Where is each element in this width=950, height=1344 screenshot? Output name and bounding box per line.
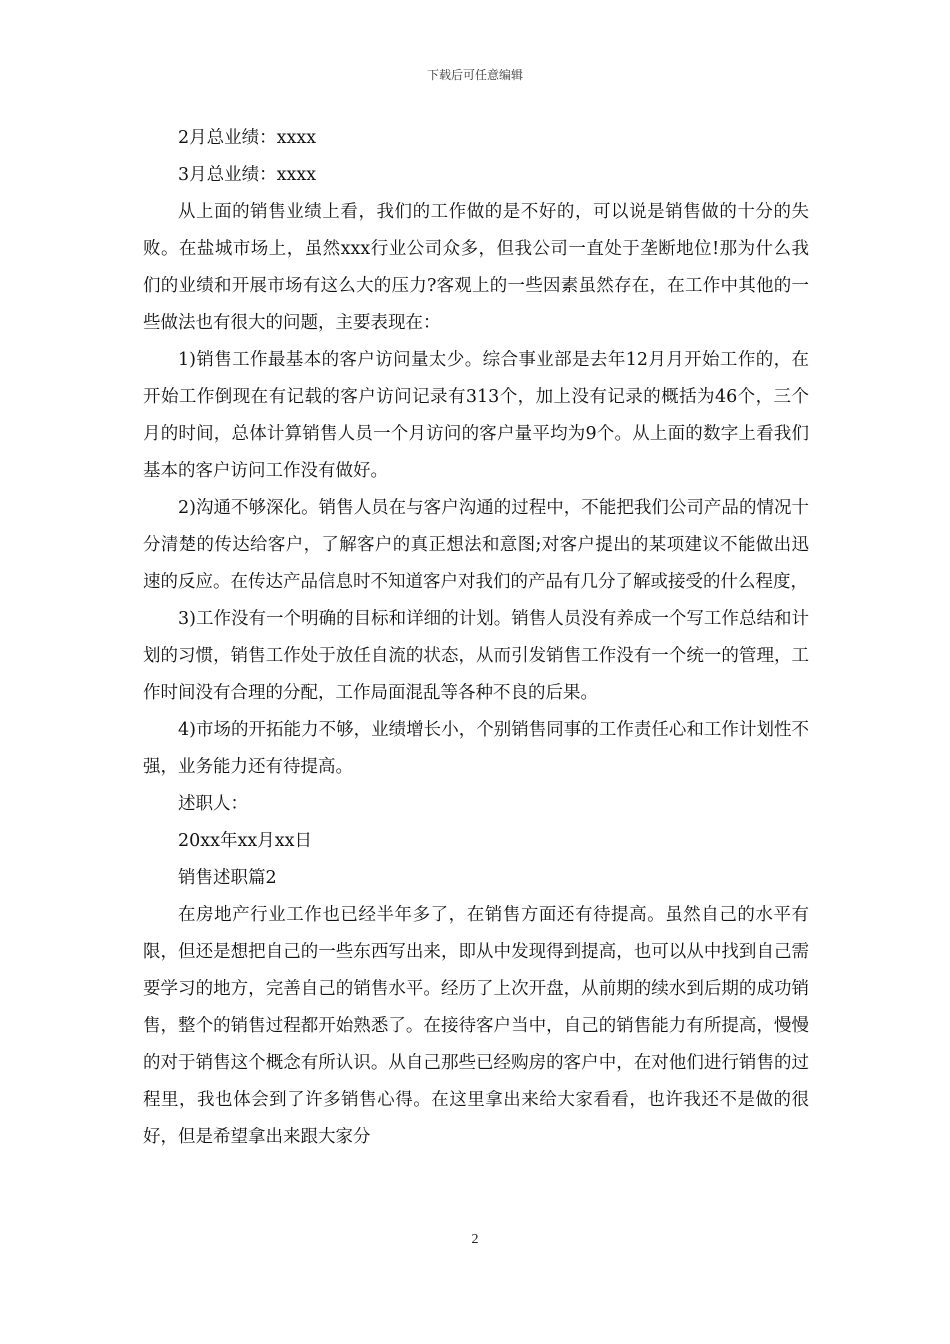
paragraph-feb-sales: 2月总业绩：xxxx — [178, 128, 317, 148]
paragraph-point-2: 2)沟通不够深化。销售人员在与客户沟通的过程中，不能把我们公司产品的情况十分清楚的传达给客户，了解客户的真正想法和意图;对客户提出的某项建议不能做出迅速的反应。在传达产品信息时不知道客户对我们的产品有几分了解或接受的什么程度， — [143, 498, 809, 592]
paragraph-signature: 述职人： — [178, 794, 248, 814]
page-number: 2 — [471, 1232, 479, 1247]
document-body — [143, 120, 809, 1156]
paragraph-date: 20xx年xx月xx日 — [178, 831, 312, 851]
paragraph-analysis: 从上面的销售业绩上看，我们的工作做的是不好的，可以说是销售做的十分的失败。在盐城市场上，虽然xxx行业公司众多，但我公司一直处于垄断地位!那为什么我们的业绩和开展市场有这么大的压力?客观上的一些因素虽然存在，在工作中其他的一些做法也有很大的问题，主要表现在： — [143, 202, 809, 333]
paragraph-intro-2: 在房地产行业工作也已经半年多了，在销售方面还有待提高。虽然自己的水平有限，但还是想把自己的一些东西写出来，即从中发现得到提高，也可以从中找到自己需要学习的地方，完善自己的销售水平。经历了上次开盘，从前期的续水到后期的成功销售，整个的销售过程都开始熟悉了。在接待客户当中，自己的销售能力有所提高，慢慢的对于销售这个概念有所认识。从自己那些已经购房的客户中，在对他们进行销售的过程里，我也体会到了许多销售心得。在这里拿出来给大家看看，也许我还不是做的很好，但是希望拿出来跟大家分 — [143, 905, 809, 1147]
paragraph-point-3: 3)工作没有一个明确的目标和详细的计划。销售人员没有养成一个写工作总结和计划的习惯，销售工作处于放任自流的状态，从而引发销售工作没有一个统一的管理，工作时间没有合理的分配，工作局面混乱等各种不良的后果。 — [143, 609, 809, 703]
page-header: 下载后可任意编辑 — [426, 68, 523, 82]
section-title: 销售述职篇2 — [178, 868, 277, 888]
paragraph-point-4: 4)市场的开拓能力不够，业绩增长小，个别销售同事的工作责任心和工作计划性不强，业务能力还有待提高。 — [143, 720, 809, 777]
paragraph-point-1: 1)销售工作最基本的客户访问量太少。综合事业部是去年12月月开始工作的，在开始工作倒现在有记载的客户访问记录有313个，加上没有记录的概括为46个，三个月的时间，总体计算销售人员一个月访问的客户量平均为9个。从上面的数字上看我们基本的客户访问工作没有做好。 — [143, 350, 809, 481]
paragraph-mar-sales: 3月总业绩：xxxx — [178, 165, 317, 185]
